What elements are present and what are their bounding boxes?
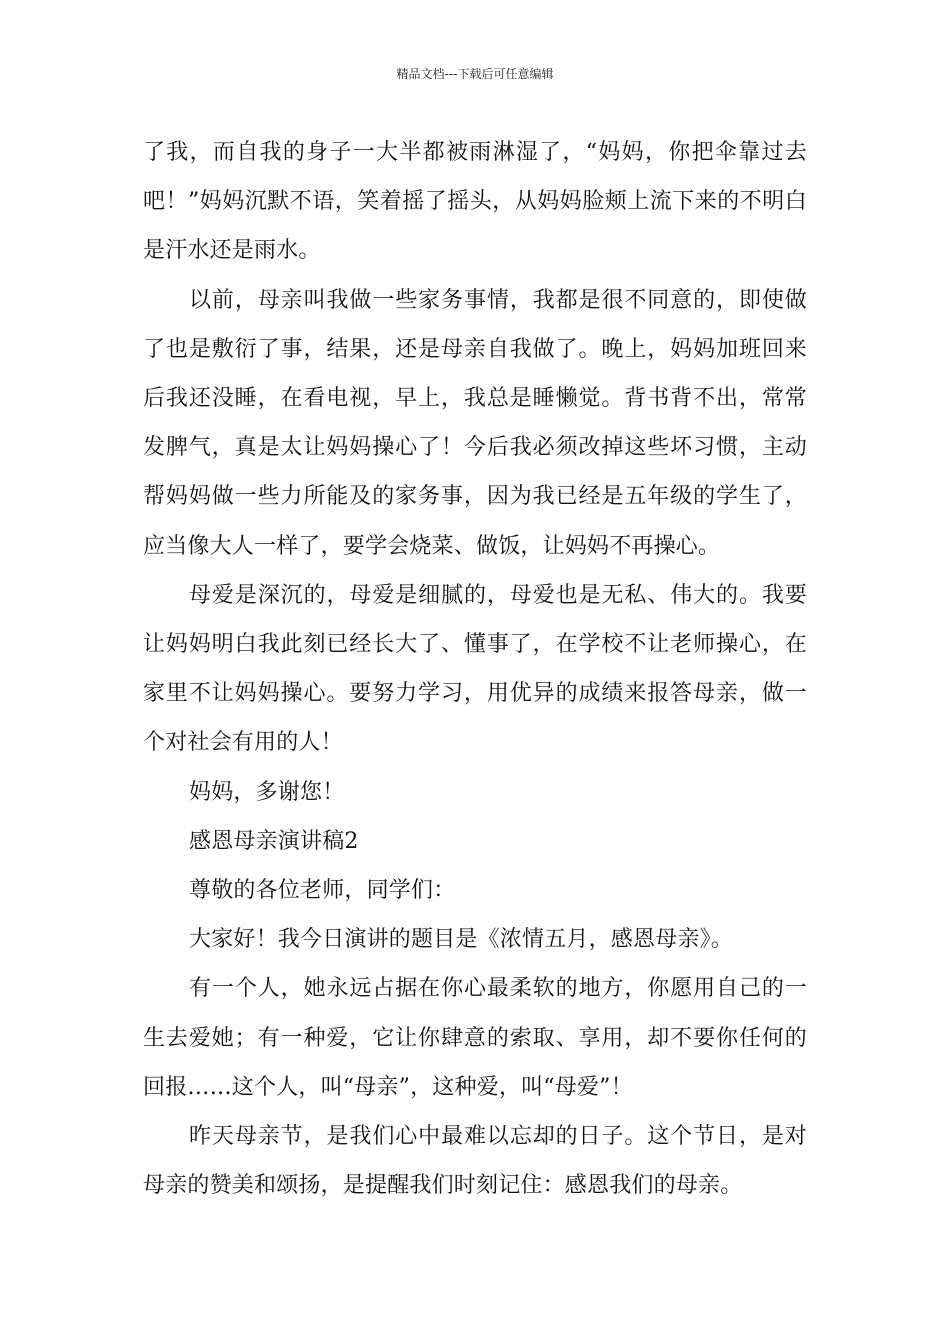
section-title: 感恩母亲演讲稿2 [189, 828, 359, 854]
paragraph-mother-love: 母爱是深沉的，母爱是细腻的，母爱也是无私、伟大的。我要让妈妈明白我此刻已经长大了、懂事了，在学校不让老师操心，在家里不让妈妈操心。要努力学习，用优异的成绩来报答母亲，做一个对社会有用的人！ [143, 582, 807, 756]
paragraph-chores: 以前，母亲叫我做一些家务事情，我都是很不同意的，即使做了也是敷衍了事，结果，还是母亲自我做了。晚上，妈妈加班回来后我还没睡，在看电视，早上，我总是睡懒觉。背书背不出，常常发脾气，真是太让妈妈操心了！今后我必须改掉这些坏习惯，主动帮妈妈做一些力所能及的家务事，因为我已经是五年级的学生了，应当像大人一样了，要学会烧菜、做饭，让妈妈不再操心。 [143, 287, 807, 559]
page-header: 精品文档---下载后可任意编辑 [396, 67, 554, 81]
greeting-line: 大家好！我今日演讲的题目是《浓情五月，感恩母亲》。 [189, 927, 734, 953]
paragraph-thanks: 妈妈，多谢您！ [189, 779, 345, 805]
document-body [143, 128, 807, 1210]
paragraph-continuation: 了我，而自我的身子一大半都被雨淋湿了，“妈妈，你把伞靠过去吧！”妈妈沉默不语，笑着摇了摇头，从妈妈脸颊上流下来的不明白是汗水还是雨水。 [143, 140, 807, 264]
paragraph-mothers-day: 昨天母亲节，是我们心中最难以忘却的日子。这个节日，是对母亲的赞美和颂扬，是提醒我们时刻记住：感恩我们的母亲。 [143, 1124, 807, 1199]
paragraph-one-person: 有一个人，她永远占据在你心最柔软的地方，你愿用自己的一生去爱她；有一种爱，它让你肆意的索取、享用，却不要你任何的回报……这个人，叫“母亲”，这种爱，叫“母爱”！ [143, 976, 807, 1100]
salutation: 尊敬的各位老师，同学们： [189, 878, 456, 904]
